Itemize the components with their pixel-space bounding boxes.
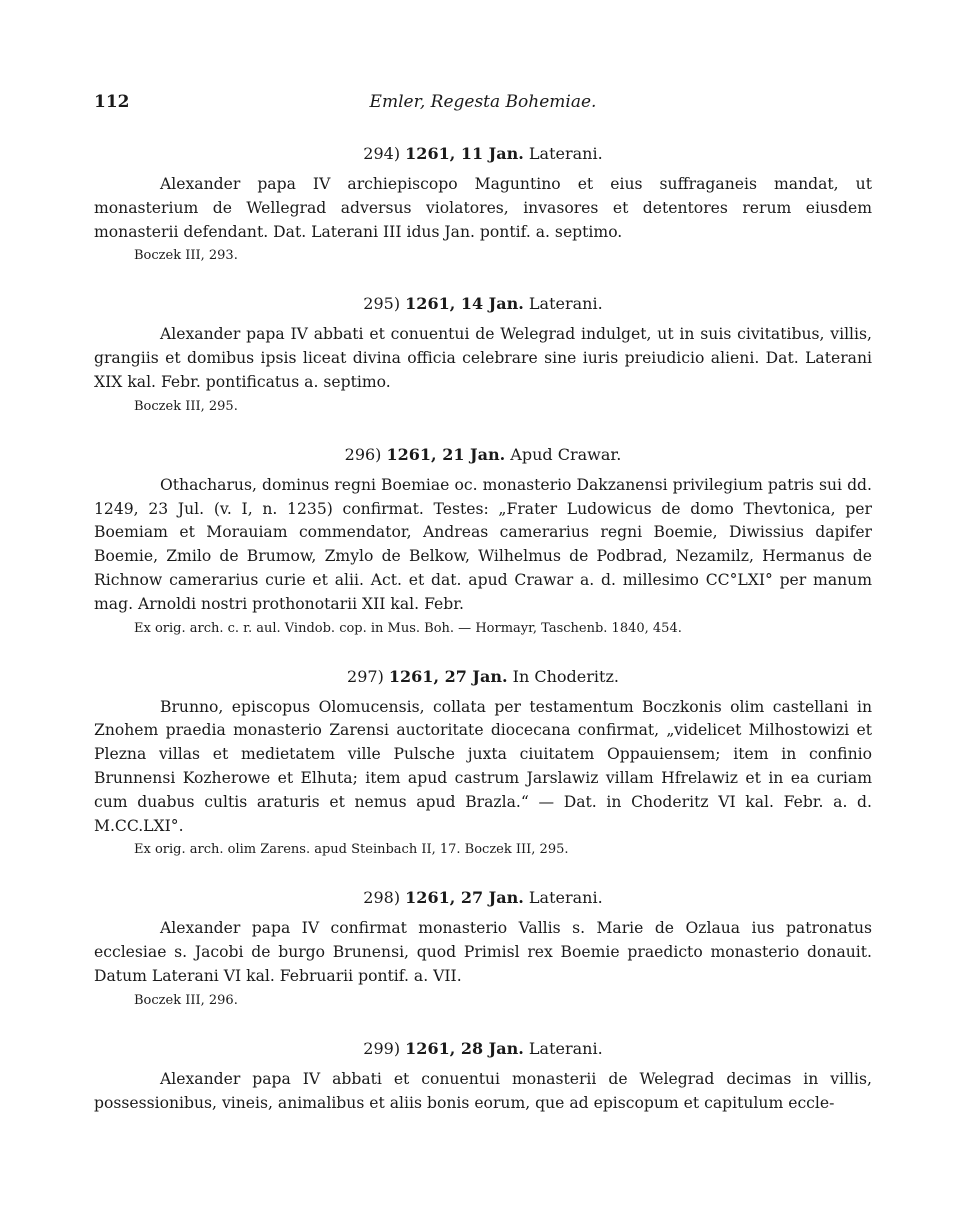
entry-date: 1261, 21 Jan. xyxy=(386,444,506,464)
regest-entry-297 xyxy=(94,667,872,861)
entry-date: 1261, 27 Jan. xyxy=(405,888,524,908)
entry-number: 296) xyxy=(344,444,382,464)
entry-source: Ex orig. arch. c. r. aul. Vindob. cop. in Mus. Boh. — Hormayr, Taschenb. 1840, 454. xyxy=(134,620,682,636)
entry-date: 1261, 28 Jan. xyxy=(405,1038,524,1058)
entry-source: Boczek III, 296. xyxy=(134,992,238,1008)
page-number: 112 xyxy=(94,92,130,112)
entry-source: Boczek III, 293. xyxy=(134,248,238,264)
entry-text: Brunno, episcopus Olomucensis, collata per testamentum Boczkonis olim castellani in Znohem praedia monasterio Zarensi auctoritate diocecana confirmat, „videlicet Milhostowizi et Plezna villas et medietatem ville Pulsche juxta ciuitatem Oppauiensem; item in confinio Brunnensi Kozherowe et Elhuta; item apud castrum Jarslawiz villam Hfrelawiz et in ea curiam cum duabus cultis araturis et nemus apud Brazla.“ — Dat. in Choderitz VI kal. Febr. a. d. M.CC.LXI°. xyxy=(94,697,872,835)
entry-number: 294) xyxy=(363,144,401,163)
entry-heading xyxy=(94,144,872,163)
regest-entry-296 xyxy=(94,445,872,639)
entry-heading xyxy=(94,445,872,464)
entry-heading xyxy=(94,1039,872,1058)
entry-place: Laterani. xyxy=(528,294,603,314)
entry-number: 298) xyxy=(363,888,401,908)
entry-date: 1261, 27 Jan. xyxy=(388,666,508,686)
page-header xyxy=(94,92,872,118)
entry-place: Laterani. xyxy=(528,1038,603,1058)
entry-text: Othacharus, dominus regni Boemiae oc. monasterio Dakzanensi privilegium patris sui dd. 1249, 23 Jul. (v. I, n. 1235) confirmat. Testes: „Frater Ludowicus de domo Thevtonica, per Boemiam et Morauiam commendator, Andreas camerarius regni Boemie, Diwissius dapifer Boemie, Zmilo de Brumow, Zmylo de Belkow, Wilhelmus de Podbrad, Nezamilz, Hermanus de Richnow camerarius curie et alii. Act. et dat. apud Crawar a. d. millesimo CC°LXI° per manum mag. Arnoldi nostri prothonotarii XII kal. Febr. xyxy=(94,475,872,613)
entry-text: Alexander papa IV confirmat monasterio Vallis s. Marie de Ozlaua ius patronatus ecclesiae s. Jacobi de burgo Brunensi, quod Primisl rex Boemie praedicto monasterio donauit. Datum Laterani VI kal. Februarii pontif. a. VII. xyxy=(94,919,872,985)
entry-place: Laterani. xyxy=(528,144,603,163)
entry-heading xyxy=(94,888,872,907)
entry-place: Apud Crawar. xyxy=(510,444,622,464)
entry-source: Ex orig. arch. olim Zarens. apud Steinbach II, 17. Boczek III, 295. xyxy=(134,842,569,858)
entry-number: 295) xyxy=(363,294,401,314)
entry-heading xyxy=(94,667,872,686)
entry-source: Boczek III, 295. xyxy=(134,398,238,414)
running-title: Emler, Regesta Bohemiae. xyxy=(369,92,597,112)
entry-text: Alexander papa IV abbati et conuentui de Welegrad indulget, ut in suis civitatibus, villis, grangiis et domibus ipsis liceat divina officia celebrare sine iuris preiudicio alieni. Dat. Laterani XIX kal. Febr. pontificatus a. septimo. xyxy=(94,325,872,391)
entry-date: 1261, 14 Jan. xyxy=(405,294,524,314)
regest-entry-299 xyxy=(94,1039,872,1116)
regest-entry-294 xyxy=(94,144,872,266)
regest-entry-295 xyxy=(94,294,872,416)
entry-number: 297) xyxy=(347,666,384,686)
entry-text: Alexander papa IV archiepiscopo Maguntino et eius suffraganeis mandat, ut monasterium de Wellegrad adversus violatores, invasores et detentores rerum eiusdem monasterii defendant. Dat. Laterani III idus Jan. pontif. a. septimo. xyxy=(94,175,872,241)
entry-place: Laterani. xyxy=(528,888,603,908)
entry-heading xyxy=(94,294,872,313)
entry-date: 1261, 11 Jan. xyxy=(405,144,524,163)
regest-entry-298 xyxy=(94,888,872,1010)
entry-place: In Choderitz. xyxy=(512,666,619,686)
entry-text: Alexander papa IV abbati et conuentui monasterii de Welegrad decimas in villis, possessionibus, vineis, animalibus et aliis bonis eorum, que ad episcopum et capitulum eccle- xyxy=(94,1069,872,1112)
entry-number: 299) xyxy=(363,1038,401,1058)
